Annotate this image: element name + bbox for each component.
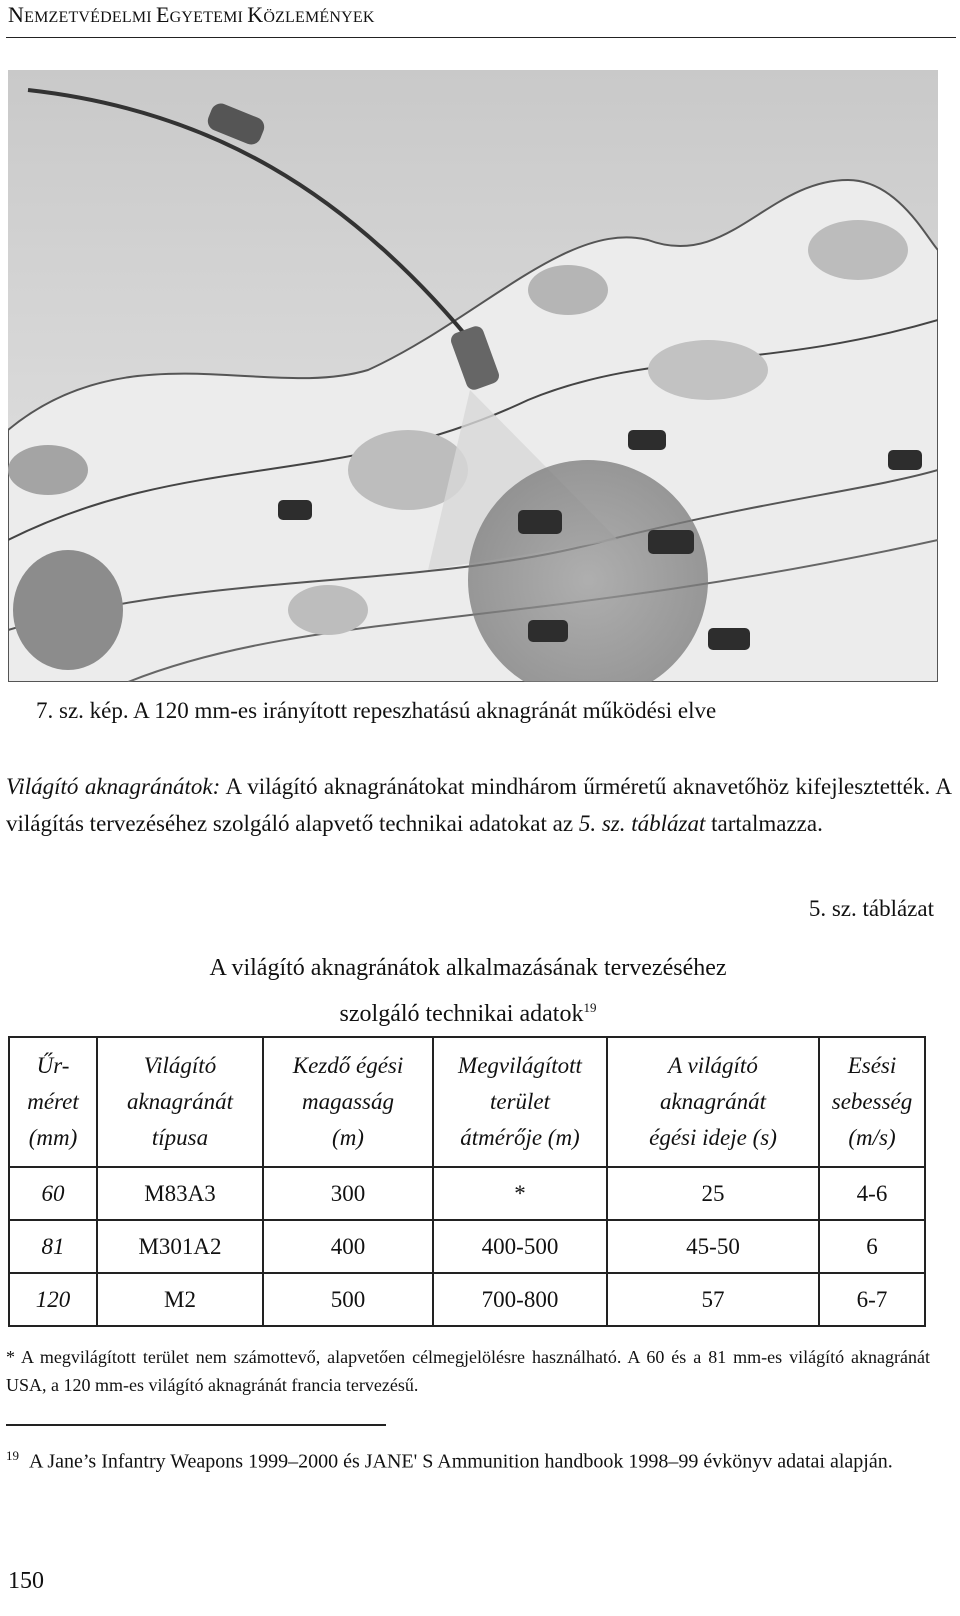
footnote-19	[6, 1440, 934, 1478]
table-footnote-ref: 19	[583, 1000, 597, 1015]
illustration-svg	[8, 70, 938, 682]
table-title: A világító aknagránátok alkalmazásának tervezéséhez szolgáló technikai adatok$^{19}$	[209, 955, 727, 1027]
table-row: 120 M2 500 700-800 57 6-7	[9, 1273, 925, 1326]
running-header: NEMZETVÉDELMI EGYETEMI KÖZLEMÉNYEK	[8, 2, 375, 27]
paragraph-text-1: A világító aknagránátokat mindhárom űrméretű aknavetőhöz kifejlesztették. A világítás tervezéséhez szolgáló alapvető technikai adatokat az	[6, 774, 952, 836]
footnote-rule	[6, 1424, 386, 1426]
header-illuminated-diameter: Megvilágított terület átmérője (m)	[433, 1037, 607, 1167]
paragraph-table-ref: 5. sz. táblázat	[578, 811, 706, 836]
header-burn-time: A világító aknagránát égési ideje (s)	[607, 1037, 819, 1167]
footnote-text: A Jane’s Infantry Weapons 1999–2000 és JANE' S Ammunition handbook 1998–99 évkönyv adatai alapján.	[29, 1450, 893, 1473]
paragraph-lead: Világító aknagránátok:	[6, 774, 221, 799]
mortar-round-illustration	[8, 70, 938, 682]
table-row: 81 M301A2 400 400-500 45-50 6	[9, 1220, 925, 1273]
header-caliber: Űr- méret (mm)	[9, 1037, 97, 1167]
page-number: 150	[8, 1568, 44, 1594]
technical-data-table	[8, 1036, 926, 1327]
header-rule	[6, 37, 956, 38]
body-paragraph	[6, 768, 952, 842]
table-number: 5. sz. táblázat	[808, 896, 934, 921]
paragraph-text-2: tartalmazza.	[705, 811, 823, 836]
table-row: 60 M83A3 300 * 25 4-6	[9, 1167, 925, 1220]
figure-caption: 7. sz. kép. A 120 mm-es irányított repeszhatású aknagránát működési elve	[36, 698, 717, 723]
table-header-row	[9, 1037, 925, 1167]
footnote-number: 19	[6, 1448, 19, 1463]
header-burn-height: Kezdő égési magasság (m)	[263, 1037, 433, 1167]
header-type: Világító aknagránát típusa	[97, 1037, 263, 1167]
table-footnote: * A megvilágított terület nem számottevő, alapvetően célmegjelölésre használható. A 60 és a 81 mm-es világító aknagránát USA, a 120 mm-es világító aknagránát francia tervezésű.	[6, 1347, 930, 1395]
header-fall-speed: Esési sebesség (m/s)	[819, 1037, 925, 1167]
